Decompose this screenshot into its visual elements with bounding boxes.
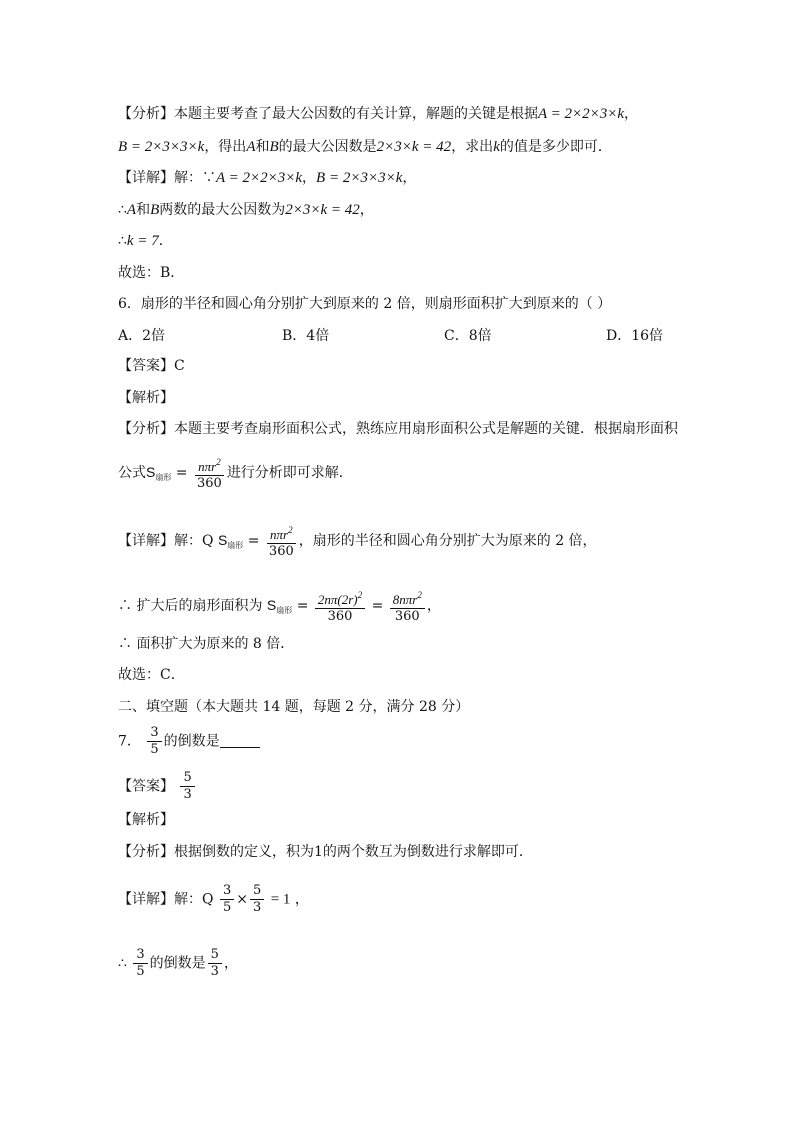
- option-a: A．2倍: [118, 328, 166, 344]
- fraction: [250, 883, 264, 916]
- text: ，: [624, 106, 639, 122]
- text: ∴: [118, 233, 127, 249]
- num: nπr: [198, 459, 217, 474]
- analysis-7: 【分析】根据倒数的定义，积为1的两个数互为倒数进行求解即可．: [118, 844, 533, 860]
- num: nπr: [270, 527, 289, 542]
- den: 5: [222, 900, 232, 915]
- text: ，: [402, 170, 417, 186]
- var: B: [269, 139, 279, 155]
- num: 5: [250, 883, 264, 900]
- var: B: [150, 202, 160, 218]
- text: ，: [426, 598, 441, 614]
- formula: A = 2×2×3×k: [216, 170, 303, 186]
- analysis-6-formula: [118, 454, 353, 492]
- detail-6-line-3: ∴ 面积扩大为原来的 8 倍．: [118, 636, 295, 652]
- text: 的最大公因数是: [278, 139, 377, 155]
- solution-label-7: 【解析】: [118, 812, 174, 828]
- detail-7-line-2: [118, 947, 238, 980]
- fraction: [180, 770, 194, 803]
- text: 7．: [118, 733, 141, 750]
- eq: =: [175, 465, 188, 481]
- var: A: [246, 139, 256, 155]
- analysis-line-1: [118, 104, 638, 124]
- analysis-line-2: [118, 137, 612, 157]
- text: ，: [302, 170, 317, 186]
- text: ，得出: [204, 139, 247, 155]
- sub: 扇形: [276, 606, 293, 615]
- formula: A = 2×2×3×k: [538, 106, 625, 122]
- text: ，: [359, 202, 374, 218]
- detail-line-3: [118, 231, 173, 251]
- fraction: [208, 947, 222, 980]
- eq: = 1: [270, 891, 291, 908]
- den: 3: [210, 964, 219, 979]
- question-6: 6．扇形的半径和圆心角分别扩大到原来的 2 倍，则扇形面积扩大到原来的（ ）: [118, 296, 612, 312]
- text: 【详解】解：Q: [118, 891, 214, 908]
- S: S: [266, 597, 277, 613]
- formula: k = 7: [126, 233, 159, 249]
- text: 两数的最大公因数为: [159, 202, 286, 218]
- den: 360: [327, 609, 353, 624]
- text: 和: [136, 202, 151, 218]
- eq: =: [371, 598, 384, 614]
- num: 3: [147, 725, 161, 742]
- detail-7-line-1: [118, 883, 309, 916]
- fraction: [147, 725, 161, 758]
- solution-label-6: 【解析】: [118, 390, 174, 406]
- sub: 扇形: [227, 541, 244, 550]
- var: A: [126, 202, 137, 218]
- text: ，: [223, 955, 238, 972]
- fraction: [315, 587, 365, 625]
- sup: 2: [216, 457, 221, 467]
- text: ∴: [118, 955, 127, 972]
- text: 【答案】: [118, 778, 174, 795]
- fraction: [133, 947, 147, 980]
- times: ×: [236, 891, 248, 908]
- text: ∴: [118, 202, 127, 218]
- num: 3: [133, 947, 147, 964]
- analysis-6: 【分析】本题主要考查扇形面积公式，熟练应用扇形面积公式是解题的关键．根据扇形面积: [118, 421, 678, 437]
- fraction: [390, 587, 425, 625]
- text: 的倒数是: [163, 733, 220, 750]
- sup: 2: [357, 590, 363, 600]
- text: ，: [294, 891, 309, 908]
- formula: 2×3×k = 42: [376, 139, 452, 155]
- formula: B = 2×3×3×k: [316, 170, 403, 186]
- text: 的倒数是: [149, 955, 206, 972]
- option-c: C．8倍: [444, 328, 492, 344]
- fraction: [220, 883, 234, 916]
- den: 3: [183, 787, 192, 802]
- S: S: [217, 532, 228, 548]
- sup: 2: [288, 525, 293, 535]
- choice-answer-6: 故选：C．: [118, 667, 185, 683]
- option-b: B．4倍: [282, 328, 330, 344]
- var: k: [493, 139, 500, 155]
- answer-7: [118, 770, 197, 803]
- text: ．: [158, 233, 173, 249]
- den: 3: [252, 900, 262, 915]
- section-heading: 二、填空题（本大题共 14 题，每题 2 分，满分 28 分）: [118, 699, 470, 715]
- num: 5: [180, 770, 194, 787]
- text: 公式: [118, 465, 146, 481]
- detail-line-2: [118, 200, 374, 220]
- num: 5: [208, 947, 222, 964]
- text: 和: [255, 139, 270, 155]
- text: 【分析】本题主要考查了最大公因数的有关计算，解题的关键是根据: [118, 106, 538, 122]
- den: 5: [150, 742, 159, 757]
- fraction: [266, 522, 297, 560]
- text: ，扇形的半径和圆心角分别扩大为原来的 2 倍，: [298, 533, 597, 549]
- sub: 扇形: [155, 473, 172, 482]
- detail-6-line-1: [118, 522, 597, 560]
- eq: =: [247, 533, 260, 549]
- sector-area-fraction: [194, 454, 225, 492]
- option-d: D．16倍: [606, 328, 664, 344]
- text: 进行分析即可求解．: [226, 465, 353, 481]
- num: 2nπ(2r): [317, 592, 358, 607]
- S: S: [146, 464, 156, 480]
- choice-answer-5: 故选：B．: [118, 265, 185, 281]
- detail-6-line-2: [118, 587, 441, 625]
- text: ∴ 扩大后的扇形面积为: [118, 598, 263, 614]
- den: 5: [136, 964, 145, 979]
- formula: 2×3×k = 42: [285, 202, 360, 218]
- answer-6: 【答案】C: [118, 358, 185, 374]
- num: 8nπr: [392, 592, 418, 607]
- text: 【详解】解：∵: [118, 170, 216, 186]
- text: 的值是多少即可．: [499, 139, 612, 155]
- text: 【详解】解：Q: [118, 533, 214, 549]
- question-7: [118, 725, 260, 758]
- detail-line-1: [118, 168, 416, 188]
- num: 3: [220, 883, 234, 900]
- den: 360: [268, 544, 294, 559]
- text: ，求出: [451, 139, 494, 155]
- den: 360: [394, 609, 420, 624]
- answer-blank: [220, 733, 260, 748]
- formula: B = 2×3×3×k: [118, 139, 205, 155]
- den: 360: [196, 476, 222, 491]
- sup: 2: [417, 590, 422, 600]
- eq: =: [296, 598, 309, 614]
